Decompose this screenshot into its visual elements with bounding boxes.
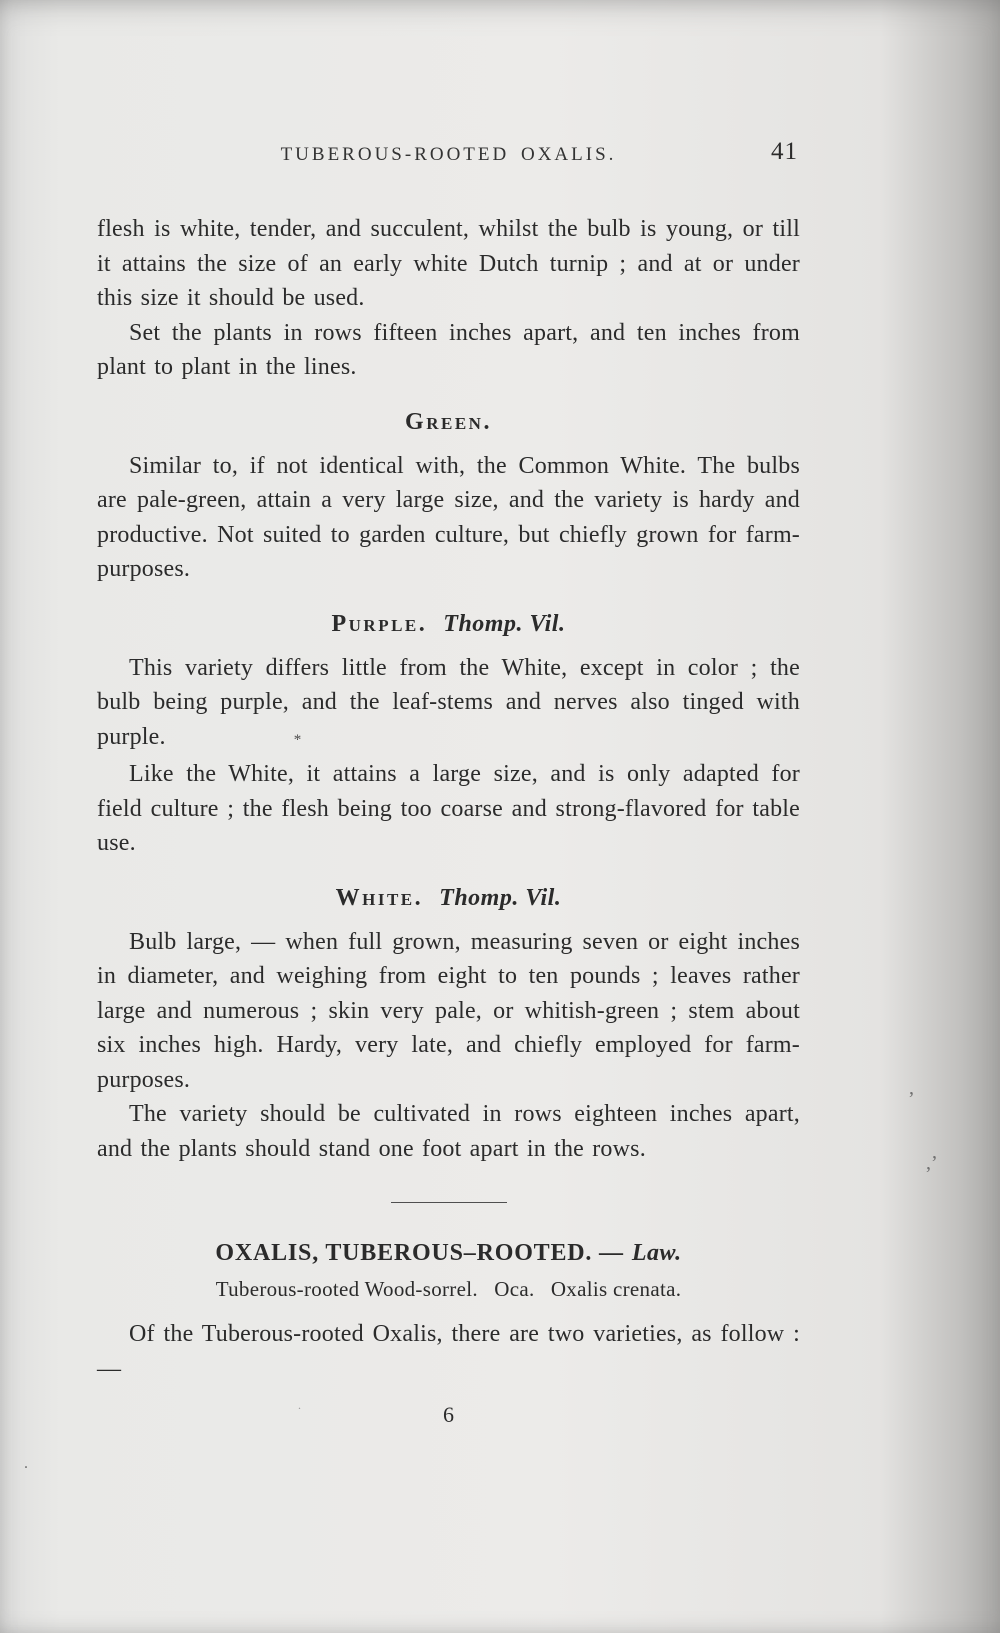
paragraph-planting-rows: Set the plants in rows fifteen inches apart, and ten inches from plant to plant in the lines.: [97, 319, 800, 380]
section-heading-purple: [97, 609, 800, 639]
page-header: [97, 138, 800, 172]
heading-purple-label: Purple.: [331, 610, 428, 637]
heading-white-reference: Thomp. Vil.: [439, 884, 562, 911]
chapter-heading-oxalis: [97, 1237, 800, 1269]
paragraph-purple-text: This variety differs little from the White, except in color ; the bulb being purple, and the leaf-stems and nerves also tinged with purple.: [97, 654, 800, 750]
chapter-subheading-synonyms: Tuberous-rooted Wood-sorrel. Oca. Oxalis crenata.: [215, 1277, 682, 1301]
section-divider-rule: [391, 1202, 507, 1203]
page-number: 41: [771, 138, 798, 165]
running-title: TUBEROUS-ROOTED OXALIS.: [280, 144, 617, 165]
scan-artifact: ,’: [926, 1152, 938, 1174]
heading-purple-reference: Thomp. Vil.: [443, 610, 566, 637]
section-heading-green: [97, 407, 800, 437]
heading-white-label: White.: [335, 884, 424, 911]
scan-artifact: .: [298, 1398, 301, 1412]
paragraph-white-cultivation: The variety should be cultivated in rows eighteen inches apart, and the plants should stand one foot apart in the rows.: [97, 1101, 800, 1162]
chapter-heading-reference: Law.: [631, 1240, 682, 1266]
text-block: [97, 0, 800, 1428]
printers-mark: *: [293, 731, 302, 748]
paragraph-oxalis-intro: Of the Tuberous-rooted Oxalis, there are two varieties, as follow : —: [97, 1321, 800, 1382]
paragraph-green-description: Similar to, if not identical with, the Common White. The bulbs are pale-green, attain a very large size, and the variety is hardy and productive. Not suited to garden culture, but chiefly grown for farm-purposes.: [97, 452, 800, 582]
paragraph-white-description: Bulb large, — when full grown, measuring seven or eight inches in diameter, and weighing from eight to ten pounds ; leaves rather large and numerous ; skin very pale, or whitish-green ; stem about six inches high. Hardy, very late, and chiefly employed for farm-purposes.: [97, 928, 800, 1093]
section-heading-white: [97, 883, 800, 913]
paragraph-intro-continuation: flesh is white, tender, and succulent, whilst the bulb is young, or till it attains the size of an early white Dutch turnip ; and at or under this size it should be used.: [97, 216, 800, 311]
scan-artifact: ’: [908, 1088, 915, 1110]
paragraph-purple-culture: Like the White, it attains a large size, and is only adapted for field culture ; the flesh being too coarse and strong-flavored for table use.: [97, 761, 800, 856]
paragraph-purple-description: [97, 651, 800, 758]
signature-mark: 6: [443, 1402, 454, 1427]
chapter-heading-text: OXALIS, TUBEROUS–ROOTED. —: [215, 1240, 624, 1266]
scan-artifact: .: [24, 1455, 28, 1472]
heading-green-label: Green.: [405, 408, 492, 435]
